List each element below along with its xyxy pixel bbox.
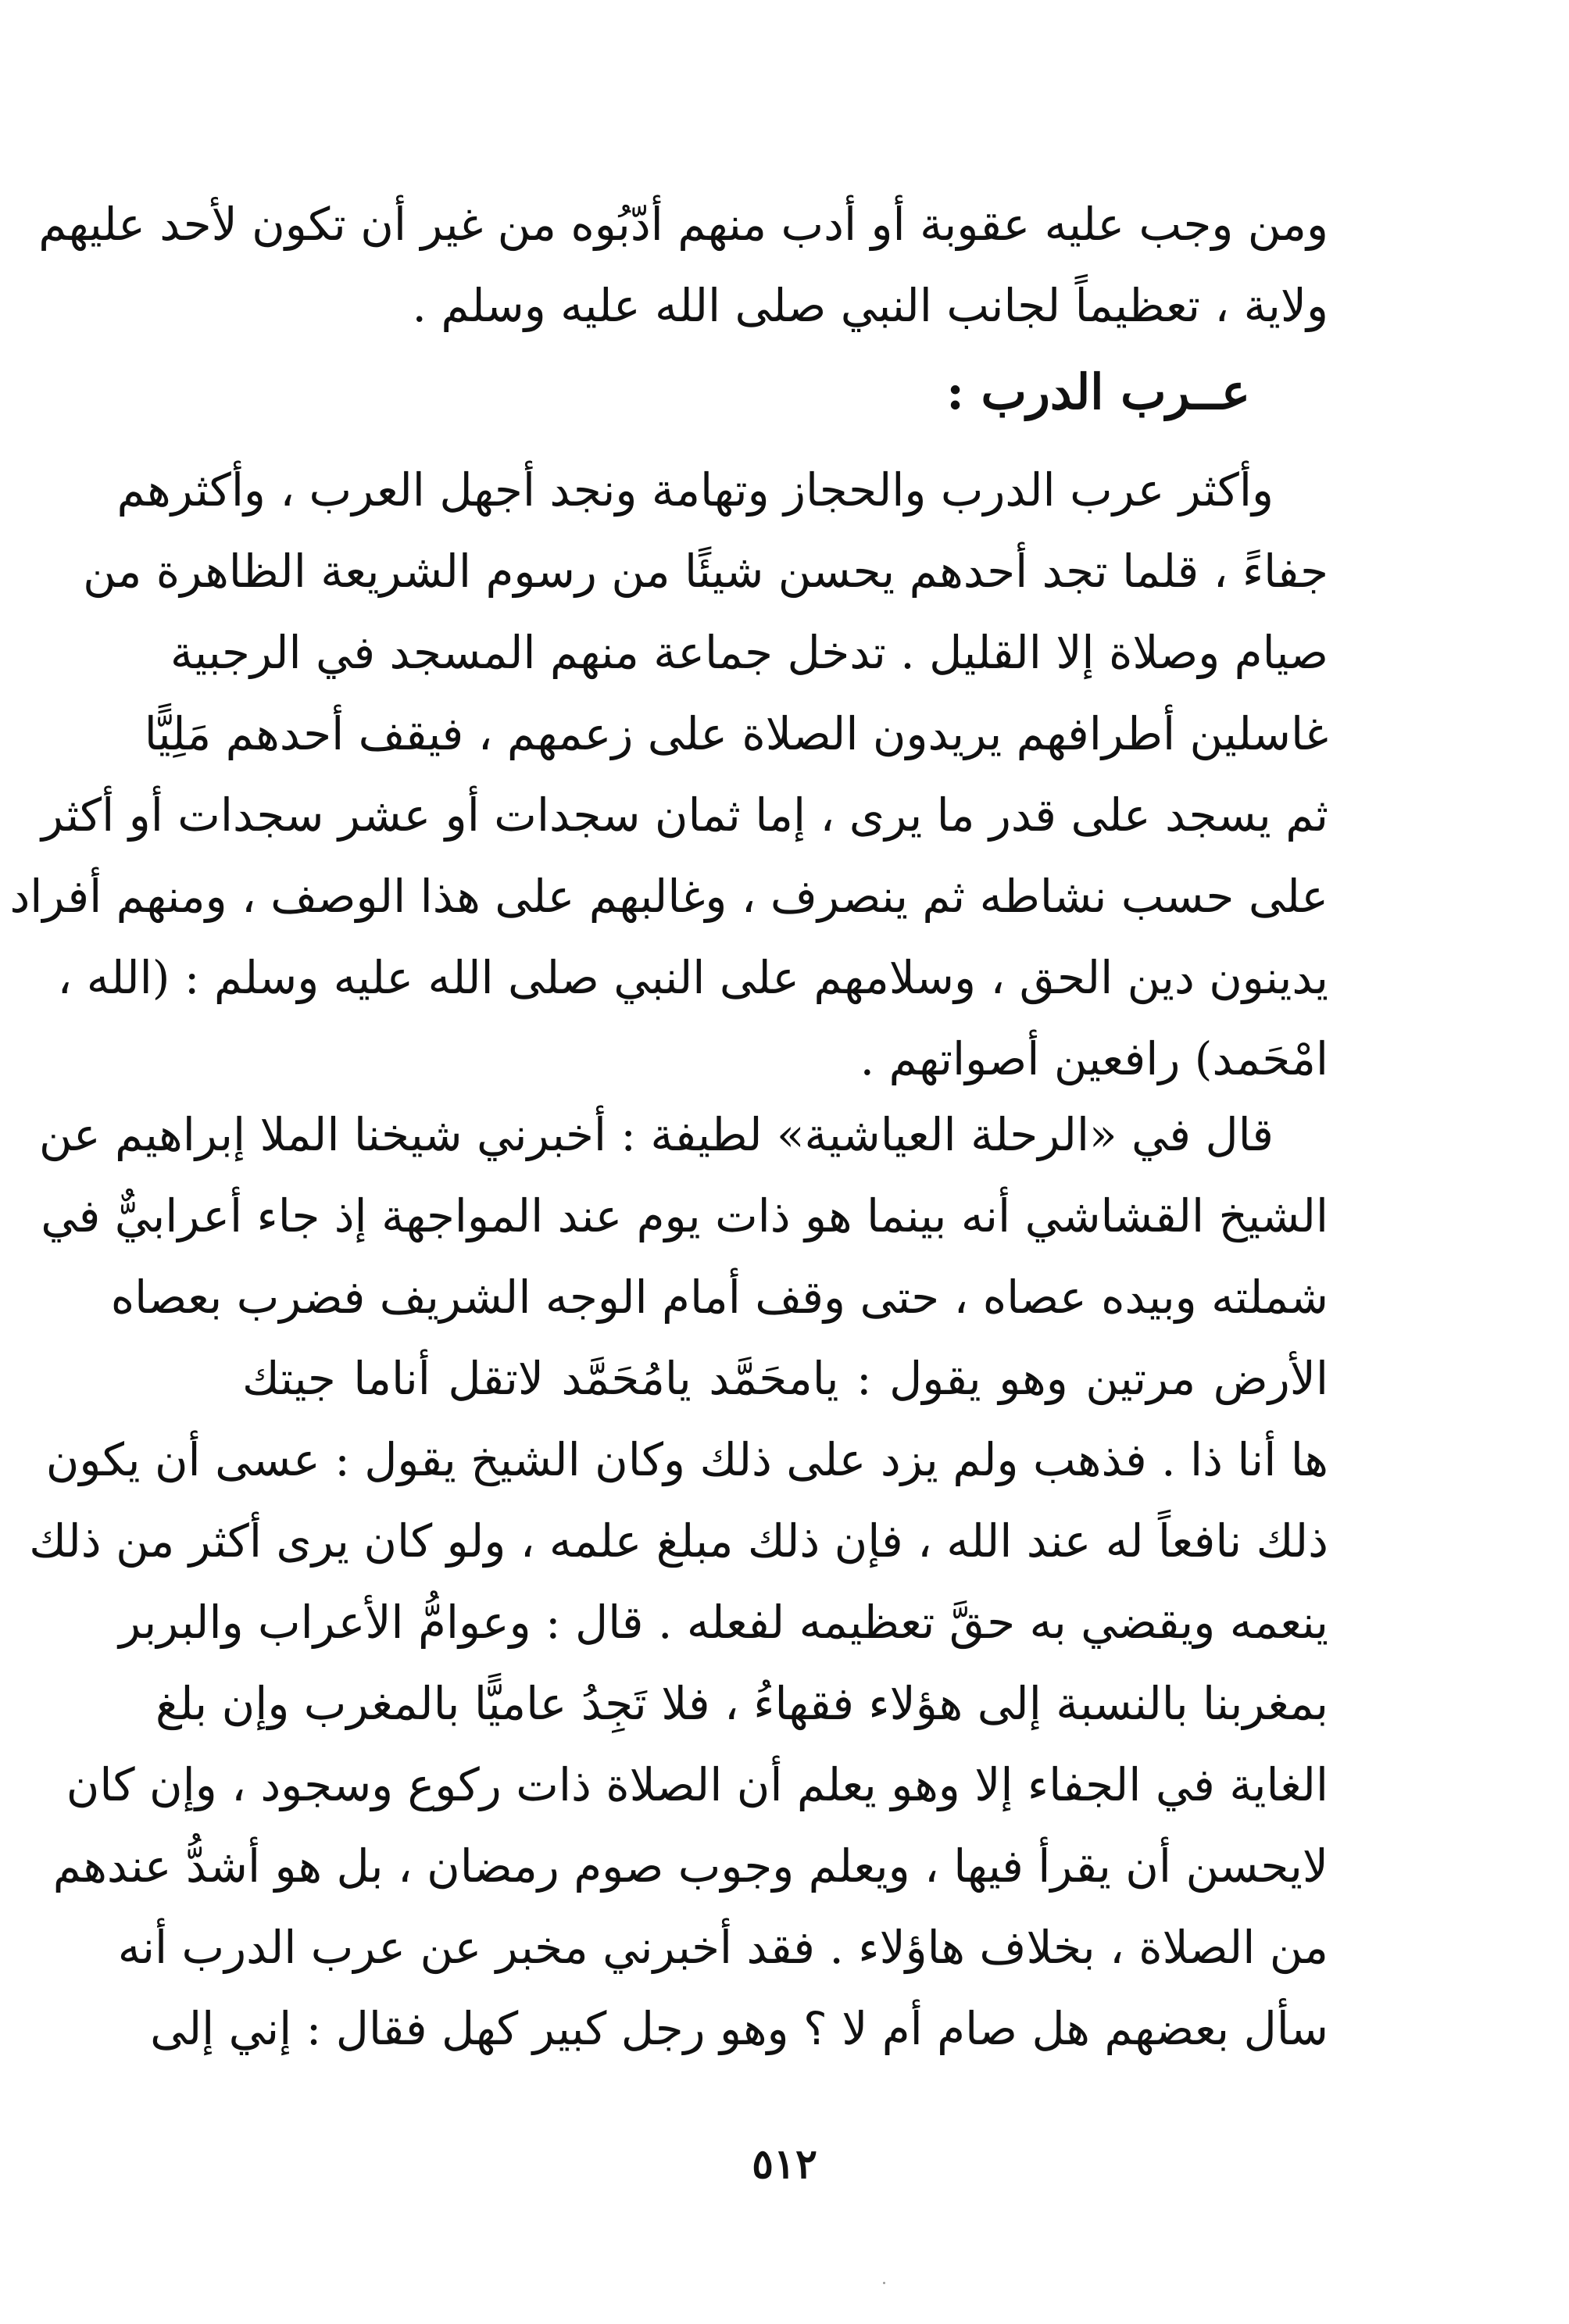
text-line: ولاية ، تعظيماً لجانب النبي صلى الله عليه وسلم . bbox=[412, 279, 1328, 332]
text-line: جفاءً ، قلما تجد أحدهم يحسن شيئًا من رسوم الشريعة الظاهرة من bbox=[83, 545, 1328, 598]
text-line: الأرض مرتين وهو يقول : يامحَمَّد يامُحَمَّد لاتقل أناما جيتك bbox=[242, 1352, 1328, 1405]
text-line: ينعمه ويقضي به حقَّ تعظيمه لفعله . قال : وعوامُّ الأعراب والبربر bbox=[119, 1596, 1328, 1649]
text-line: صيام وصلاة إلا القليل . تدخل جماعة منهم المسجد في الرجبية bbox=[170, 626, 1328, 679]
text-line: امْحَمد) رافعين أصواتهم . bbox=[860, 1032, 1328, 1085]
text-line: قال في «الرحلة العياشية» لطيفة : أخبرني شيخنا الملا إبراهيم عن bbox=[38, 1108, 1274, 1161]
paragraph-rihla-ayashiya bbox=[29, 1094, 1328, 2069]
text-line: غاسلين أطرافهم يريدون الصلاة على زعمهم ، فيقف أحدهم مَلِيًّا bbox=[144, 707, 1328, 760]
page-number: ٥١٢ bbox=[752, 2140, 817, 2188]
text-line: ومن وجب عليه عقوبة أو أدب منهم أدّبُوه من غير أن تكون لأحد عليهم bbox=[38, 198, 1328, 251]
paragraph-arab-darb bbox=[9, 449, 1328, 1099]
text-line: الغاية في الجفاء إلا وهو يعلم أن الصلاة ذات ركوع وسجود ، وإن كان bbox=[66, 1758, 1328, 1811]
text-line: ها أنا ذا . فذهب ولم يزد على ذلك وكان الشيخ يقول : عسى أن يكون bbox=[45, 1433, 1328, 1486]
text-line: من الصلاة ، بخلاف هاؤلاء . فقد أخبرني مخبر عن عرب الدرب أنه bbox=[117, 1921, 1328, 1974]
text-line: وأكثر عرب الدرب والحجاز وتهامة ونجد أجهل العرب ، وأكثرهم bbox=[116, 463, 1274, 517]
text-line: على حسب نشاطه ثم ينصرف ، وغالبهم على هذا الوصف ، ومنهم أفراد bbox=[9, 870, 1328, 923]
text-line: شملته وبيده عصاه ، حتى وقف أمام الوجه الشريف فضرب بعصاه bbox=[110, 1271, 1328, 1324]
paragraph-continuation bbox=[38, 184, 1328, 346]
text-line: سأل بعضهم هل صام أم لا ؟ وهو رجل كبير كهل فقال : إني إلى bbox=[150, 2002, 1328, 2055]
text-line: بمغربنا بالنسبة إلى هؤلاء فقهاءُ ، فلا تَجِدُ عاميًّا بالمغرب وإن بلغ bbox=[155, 1677, 1328, 1730]
text-line: الشيخ القشاشي أنه بينما هو ذات يوم عند المواجهة إذ جاء أعرابيٌّ في bbox=[41, 1189, 1328, 1242]
text-line: ثم يسجد على قدر ما يرى ، إما ثمان سجدات أو عشر سجدات أو أكثر bbox=[41, 788, 1328, 842]
scan-artifact bbox=[883, 2282, 885, 2284]
text-line: لايحسن أن يقرأ فيها ، ويعلم وجوب صوم رمضان ، بل هو أشدُّ عندهم bbox=[52, 1840, 1328, 1893]
section-heading: عــرب الدرب : bbox=[946, 363, 1250, 420]
text-line: يدينون دين الحق ، وسلامهم على النبي صلى الله عليه وسلم : (الله ، bbox=[57, 951, 1328, 1004]
text-line: ذلك نافعاً له عند الله ، فإن ذلك مبلغ علمه ، ولو كان يرى أكثر من ذلك bbox=[29, 1514, 1328, 1568]
